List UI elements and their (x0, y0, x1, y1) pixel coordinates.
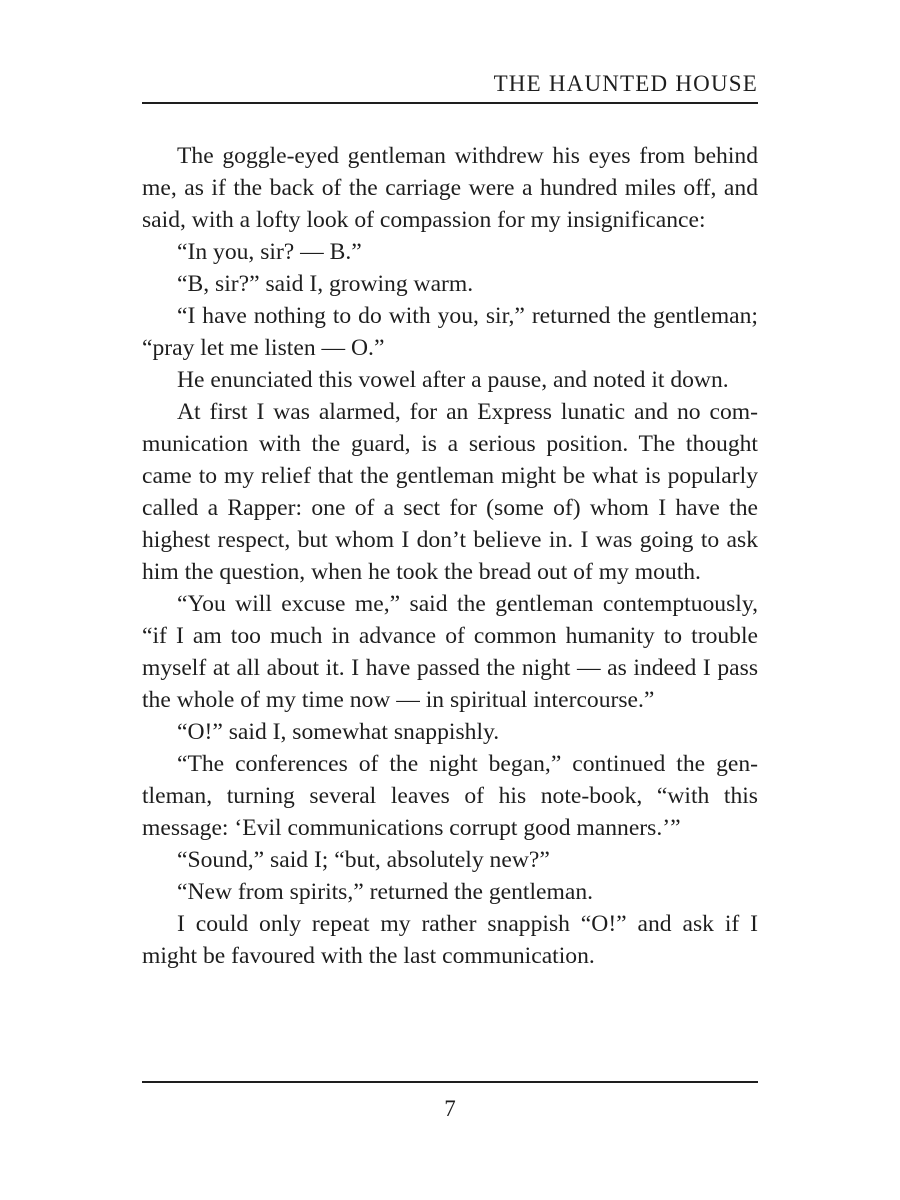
paragraph: “B, sir?” said I, growing warm. (177, 271, 474, 297)
page-header (142, 66, 758, 104)
paragraph: “I have nothing to do with you, sir,” returned the gentleman; “pray let me listen — O.” (142, 303, 758, 361)
page-number: 7 (444, 1096, 456, 1121)
body-text (142, 140, 758, 972)
paragraph: “New from spirits,” returned the gentleman. (177, 879, 594, 905)
paragraph: “Sound,” said I; “but, absolutely new?” (177, 847, 550, 873)
paragraph: “The conferences of the night began,” continued the gentleman, turning several leaves of his note-book, “with this message: ‘Evil communications corrupt good manners.’” (142, 751, 758, 841)
paragraph: The goggle-eyed gentleman withdrew his eyes from behind me, as if the back of the carriage were a hundred miles off, and said, with a lofty look of compassion for my insignificance: (142, 143, 758, 233)
paragraph: He enunciated this vowel after a pause, and noted it down. (177, 367, 729, 393)
paragraph: “In you, sir? — B.” (177, 239, 362, 265)
paragraph: At first I was alarmed, for an Express lunatic and no communication with the guard, is a serious position. The thought came to my relief that the gentleman might be what is popularly called a Rapper: one of a sect for (some of) whom I have the highest respect, but whom I don’t believe in. I was going to ask him the question, when he took the bread out of my mouth. (142, 399, 758, 585)
paragraph: I could only repeat my rather snappish “O!” and ask if I might be favoured with the last communication. (142, 911, 758, 969)
paragraph: “You will excuse me,” said the gentleman contemptuously, “if I am too much in advance of common humanity to trouble myself at all about it. I have passed the night — as indeed I pass the whole of my time now — in spiritual intercourse.” (142, 591, 758, 713)
footer-rule (142, 1081, 758, 1083)
paragraph: “O!” said I, somewhat snappishly. (177, 719, 500, 745)
running-title: THE HAUNTED HOUSE (493, 71, 758, 96)
